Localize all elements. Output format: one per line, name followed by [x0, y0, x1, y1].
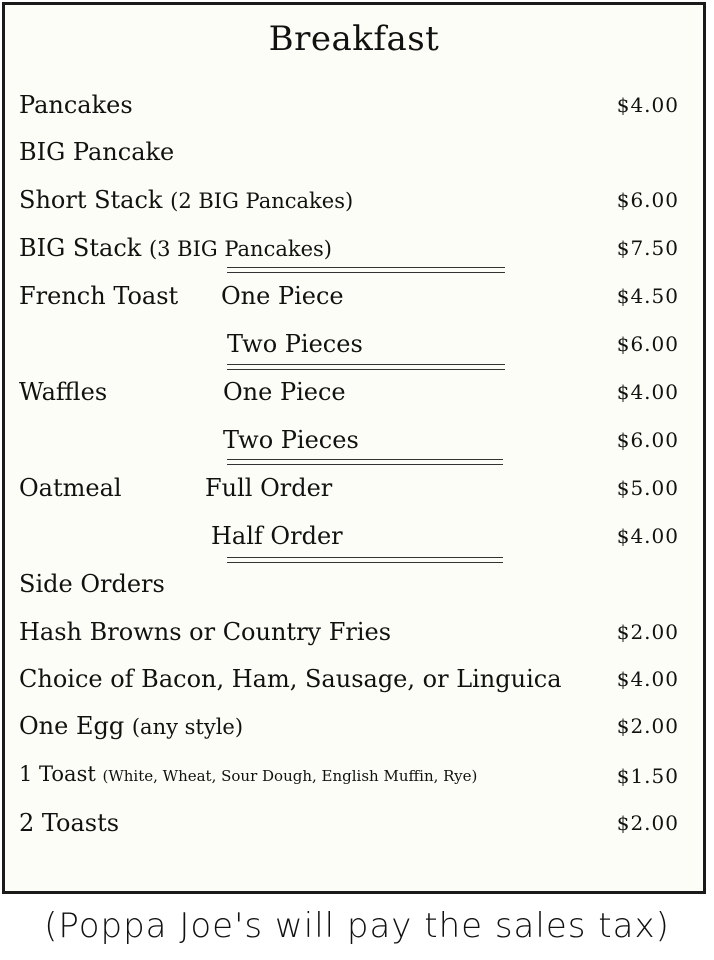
item-price: $4.00: [616, 667, 679, 691]
item-name: 1 Toast: [19, 762, 96, 786]
item-option: One Piece: [223, 378, 346, 406]
menu-item-oatmeal-full: [5, 474, 703, 504]
item-option: Two Pieces: [227, 330, 363, 358]
item-price: $4.50: [616, 284, 679, 308]
menu-item-oatmeal-half: [5, 522, 703, 552]
item-price: $2.00: [616, 714, 679, 738]
item-price: $4.00: [616, 93, 679, 117]
item-name: One Egg: [19, 712, 125, 740]
menu-item-pancakes: [5, 91, 703, 121]
item-name: Waffles: [19, 378, 108, 406]
item-price: $6.00: [616, 428, 679, 452]
item-name: 2 Toasts: [19, 809, 120, 837]
section-side-orders: [5, 570, 703, 600]
item-price: $7.50: [616, 236, 679, 260]
menu-title: Breakfast: [268, 19, 440, 59]
item-name-group: [19, 712, 243, 740]
menu-item-french-toast-one: [5, 282, 703, 312]
item-name: Short Stack: [19, 186, 163, 214]
item-price: $5.00: [616, 476, 679, 500]
menu-card: [2, 2, 706, 894]
divider-rule: [227, 557, 503, 563]
item-name: Pancakes: [19, 91, 133, 119]
item-note: (3 BIG Pancakes): [148, 237, 332, 261]
menu-item-one-egg: [5, 712, 703, 742]
menu-item-two-toasts: [5, 809, 703, 839]
menu-item-big-pancake: [5, 138, 703, 168]
item-price: $6.00: [616, 188, 679, 212]
item-name: Hash Browns or Country Fries: [19, 618, 392, 646]
menu-item-hash-browns: [5, 618, 703, 648]
item-note: (White, Wheat, Sour Dough, English Muffin, Rye): [102, 767, 478, 785]
menu-item-one-toast: [5, 762, 703, 792]
item-name: Choice of Bacon, Ham, Sausage, or Linguica: [19, 665, 562, 693]
item-price: $2.00: [616, 811, 679, 835]
item-option: Full Order: [205, 474, 333, 502]
section-heading: Side Orders: [19, 570, 165, 598]
item-name: Oatmeal: [19, 474, 122, 502]
item-price: $1.50: [616, 764, 679, 788]
menu-item-short-stack: [5, 186, 703, 216]
divider-rule: [227, 267, 505, 273]
menu-item-french-toast-two: [5, 330, 703, 360]
item-price: $4.00: [616, 380, 679, 404]
item-note: (2 BIG Pancakes): [170, 189, 354, 213]
item-price: $6.00: [616, 332, 679, 356]
item-option: Two Pieces: [223, 426, 359, 454]
item-name: BIG Pancake: [19, 138, 175, 166]
item-name: French Toast: [19, 282, 179, 310]
menu-item-big-stack: [5, 234, 703, 264]
item-note: (any style): [131, 715, 244, 739]
divider-rule: [227, 364, 505, 370]
item-name-group: [19, 762, 477, 786]
menu-item-waffles-two: [5, 426, 703, 456]
item-price: $4.00: [616, 524, 679, 548]
divider-rule: [227, 459, 503, 465]
item-name-group: [19, 234, 332, 262]
menu-item-meats: [5, 665, 703, 695]
item-price: $2.00: [616, 620, 679, 644]
item-option: One Piece: [221, 282, 344, 310]
item-name-group: [19, 186, 353, 214]
menu-item-waffles-one: [5, 378, 703, 408]
item-name: BIG Stack: [19, 234, 142, 262]
sales-tax-note: (Poppa Joe's will pay the sales tax): [44, 906, 670, 946]
item-option: Half Order: [211, 522, 343, 550]
